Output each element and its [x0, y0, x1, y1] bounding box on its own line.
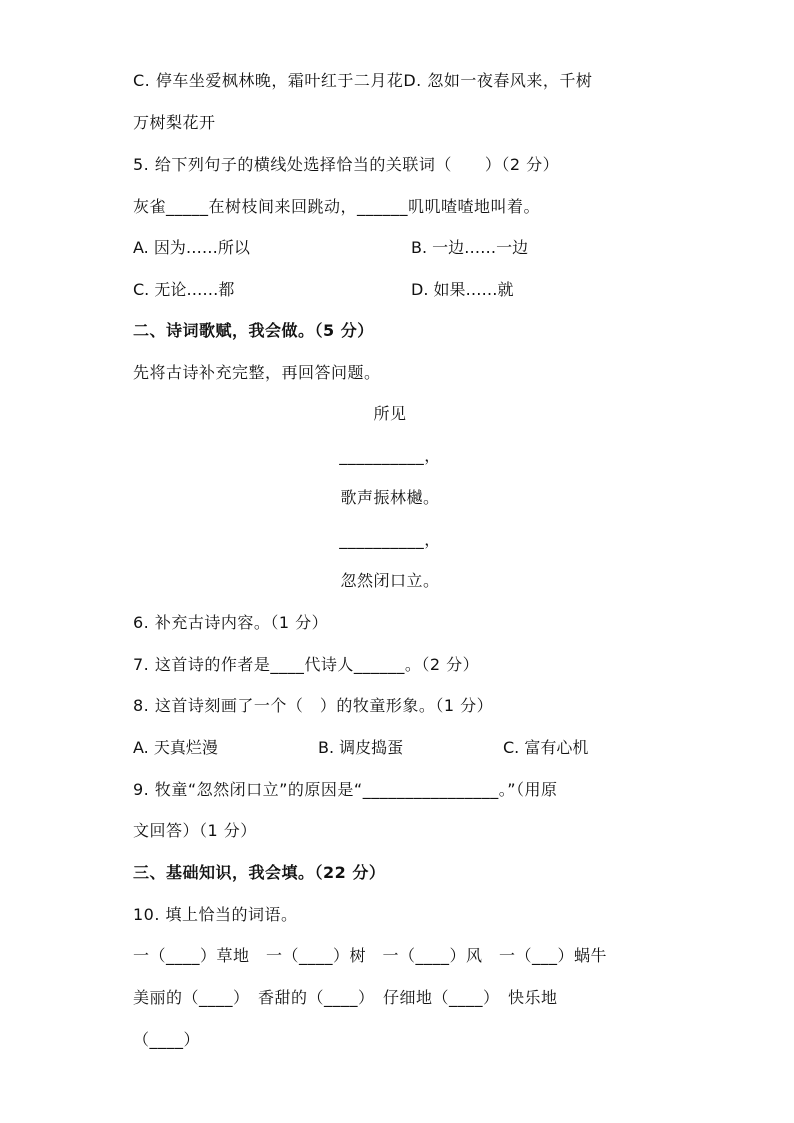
poem-title: 所见 — [373, 404, 407, 423]
section-3-title: 三、基础知识，我会填。（22 分） — [133, 863, 386, 882]
q8-option-c: C. 富有心机 — [503, 738, 589, 757]
poem-line-4: 忽然闭口立。 — [340, 571, 440, 590]
q10-row-1: 一（____）草地 一（____）树 一（____）风 一（___）蜗牛 — [133, 946, 608, 965]
section-2-title: 二、诗词歌赋，我会做。（5 分） — [133, 321, 374, 340]
q4-option-c-d: C. 停车坐爱枫林晚，霜叶红于二月花D. 忽如一夜春风来，千树 — [133, 71, 593, 90]
poem-line-2: 歌声振林樾。 — [340, 488, 440, 507]
q5-option-d: D. 如果……就 — [411, 280, 514, 299]
poem-line-1: __________， — [339, 446, 441, 465]
q7-stem: 7. 这首诗的作者是____代诗人______。（2 分） — [133, 655, 480, 674]
q9-continued: 文回答）（1 分） — [133, 821, 257, 840]
q10-stem: 10. 填上恰当的词语。 — [133, 905, 298, 924]
q6-stem: 6. 补充古诗内容。（1 分） — [133, 613, 329, 632]
q5-sentence: 灰雀_____在树枝间来回跳动，______叽叽喳喳地叫着。 — [133, 197, 541, 216]
q10-row-3: （____） — [133, 1030, 201, 1049]
q9-stem: 9. 牧童“忽然闭口立”的原因是“________________。”（用原 — [133, 780, 558, 799]
q8-stem: 8. 这首诗刻画了一个（ ）的牧童形象。（1 分） — [133, 696, 494, 715]
q8-option-a: A. 天真烂漫 — [133, 738, 218, 757]
q5-stem: 5. 给下列句子的横线处选择恰当的关联词（ ）（2 分） — [133, 155, 560, 174]
section-2-intro: 先将古诗补充完整，再回答问题。 — [133, 363, 381, 382]
q5-option-c: C. 无论……都 — [133, 280, 235, 299]
poem-line-3: __________， — [339, 530, 441, 549]
q8-option-b: B. 调皮捣蛋 — [318, 738, 404, 757]
q5-option-a: A. 因为……所以 — [133, 238, 250, 257]
q5-option-b: B. 一边……一边 — [411, 238, 529, 257]
q10-row-2: 美丽的（____） 香甜的（____） 仔细地（____） 快乐地 — [133, 988, 558, 1007]
q4-option-d-continued: 万树梨花开 — [133, 113, 216, 132]
